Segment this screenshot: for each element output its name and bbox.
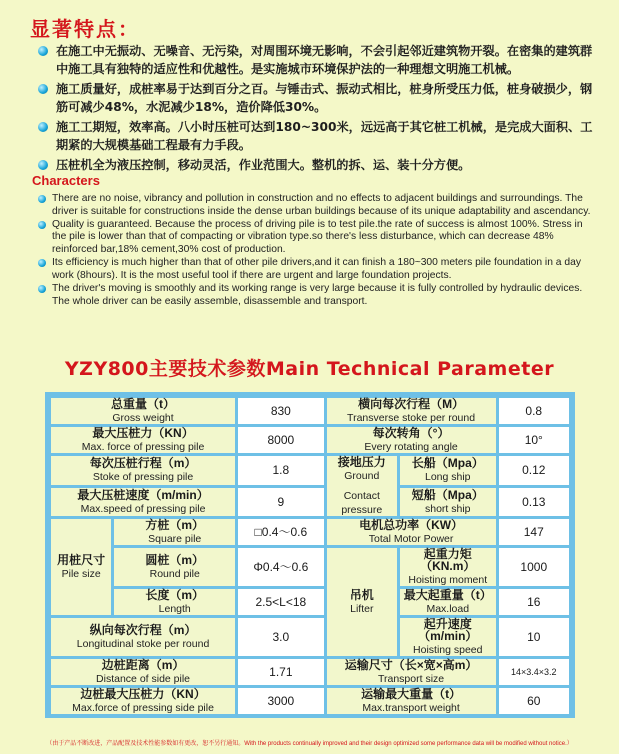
round-pile-value: Φ0.4～0.6 bbox=[238, 548, 324, 586]
long-ship-label: 长船（Mpa） Long ship bbox=[400, 456, 496, 485]
cn-feature-item: 压桩机全为液压控制，移动灵活，作业范围大。整机的拆、运、装十分方便。 bbox=[36, 156, 596, 174]
length-label: 长度（m） Length bbox=[114, 589, 235, 615]
square-pile-value: □0.4～0.6 bbox=[238, 519, 324, 545]
table-row bbox=[51, 548, 569, 586]
longitudinal-stroke-label: 纵向每次行程（m） Longitudinal stoke per round bbox=[51, 618, 235, 656]
table-row bbox=[51, 427, 569, 453]
table-title: YZY800主要技术参数Main Technical Parameter bbox=[64, 358, 555, 380]
transport-size-value: 14×3.4×3.2 bbox=[499, 659, 569, 685]
contact-pressure-label: 接地压力 Ground Contact pressure bbox=[327, 456, 397, 516]
hoisting-moment-value: 1000 bbox=[499, 548, 569, 586]
gross-weight-label: 总重量（t） Gross weight bbox=[51, 398, 235, 424]
motor-power-value: 147 bbox=[499, 519, 569, 545]
transverse-stroke-value: 0.8 bbox=[499, 398, 569, 424]
table-row bbox=[51, 456, 569, 485]
hoisting-moment-label: 起重力矩（KN.m） Hoisting moment bbox=[400, 548, 496, 586]
stroke-pressing-label: 每次压桩行程（m） Stoke of pressing pile bbox=[51, 456, 235, 485]
cn-features-list bbox=[36, 42, 596, 176]
en-characters-list bbox=[38, 193, 598, 309]
cn-feature-item: 施工工期短，效率高。八小时压桩可达到180~300米，远远高于其它桩工机械，是完成大面积、工期紧的大规模基础工程最有力手段。 bbox=[36, 118, 596, 154]
round-pile-label: 圆桩（m） Round pile bbox=[114, 548, 235, 586]
max-speed-label: 最大压桩速度（m/min） Max.speed of pressing pile bbox=[51, 488, 235, 517]
transverse-stroke-label: 横向每次行程（M） Transverse stoke per round bbox=[327, 398, 496, 424]
table-row bbox=[51, 659, 569, 685]
stroke-pressing-value: 1.8 bbox=[238, 456, 324, 485]
side-pile-distance-label: 边桩距离（m） Distance of side pile bbox=[51, 659, 235, 685]
table-row bbox=[51, 688, 569, 714]
cn-features-title: 显著特点： bbox=[30, 17, 140, 41]
table-row bbox=[51, 618, 569, 656]
cn-feature-item: 在施工中无振动、无噪音、无污染，对周围环境无影响，不会引起邻近建筑物开裂。在密集的建筑群中施工具有独特的适应性和优越性。是实施城市环境保护法的一种理想文明施工机械。 bbox=[36, 42, 596, 78]
pile-size-label: 用桩尺寸 Pile size bbox=[51, 519, 111, 615]
max-force-label: 最大压桩力（KN） Max. force of pressing pile bbox=[51, 427, 235, 453]
bullet-icon bbox=[38, 259, 46, 267]
table-row bbox=[51, 488, 569, 517]
side-pile-force-label: 边桩最大压桩力（KN） Max.force of pressing side pile bbox=[51, 688, 235, 714]
long-ship-value: 0.12 bbox=[499, 456, 569, 485]
bullet-icon bbox=[38, 195, 46, 203]
footer-note: （由于产品不断改进，产品配置及技术性能参数如有更改，恕不另行通知。With the products continually improved and their design optimized some performance data will be modified without notice.） bbox=[46, 741, 573, 747]
motor-power-label: 电机总功率（KW） Total Motor Power bbox=[327, 519, 496, 545]
bullet-icon bbox=[38, 122, 48, 132]
bullet-icon bbox=[38, 46, 48, 56]
length-value: 2.5<L<18 bbox=[238, 589, 324, 615]
hoisting-speed-value: 10 bbox=[499, 618, 569, 656]
table-row bbox=[51, 398, 569, 424]
max-load-value: 16 bbox=[499, 589, 569, 615]
bullet-icon bbox=[38, 160, 48, 170]
max-speed-value: 9 bbox=[238, 488, 324, 517]
en-character-item: Quality is guaranteed. Because the process of driving pile is to test pile.the rate of success is almost 100%. Stress in the pile is lower than that of compacting or vibration type.so there's less disturbance, which can decrease 48% reinforced bar,18% cement,30% cost of production. bbox=[38, 219, 598, 257]
short-ship-label: 短船（Mpa） short ship bbox=[400, 488, 496, 517]
hoisting-speed-label: 起升速度（m/min） Hoisting speed bbox=[400, 618, 496, 656]
transport-weight-label: 运输最大重量（t） Max.transport weight bbox=[327, 688, 496, 714]
cn-feature-item: 施工质量好，成桩率易于达到百分之百。与锤击式、振动式相比，桩身所受压力低，桩身破损少，钢筋可减少48%，水泥减少18%，造价降低30%。 bbox=[36, 80, 596, 116]
table-row bbox=[51, 519, 569, 545]
max-load-label: 最大起重量（t） Max.load bbox=[400, 589, 496, 615]
table-row bbox=[51, 589, 569, 615]
transport-size-label: 运输尺寸（长×宽×高m） Transport size bbox=[327, 659, 496, 685]
short-ship-value: 0.13 bbox=[499, 488, 569, 517]
en-character-item: The driver's moving is smoothly and its working range is very large because it is fully controlled by hydraulic devices. The whole driver can be easily assemble, disassemble and transport. bbox=[38, 283, 598, 308]
bullet-icon bbox=[38, 285, 46, 293]
longitudinal-stroke-value: 3.0 bbox=[238, 618, 324, 656]
parameter-table bbox=[45, 392, 575, 718]
rotating-angle-value: 10° bbox=[499, 427, 569, 453]
lifter-label: 吊机 Lifter bbox=[327, 548, 397, 656]
rotating-angle-label: 每次转角（°） Every rotating angle bbox=[327, 427, 496, 453]
bullet-icon bbox=[38, 84, 48, 94]
side-pile-distance-value: 1.71 bbox=[238, 659, 324, 685]
square-pile-label: 方桩（m） Square pile bbox=[114, 519, 235, 545]
side-pile-force-value: 3000 bbox=[238, 688, 324, 714]
en-character-item: There are no noise, vibrancy and pollution in construction and no effects to adjacent buildings and surroundings. The driver is suitable for constructions inside the dense urban buildings because of its unique adaptability and ascendancy. bbox=[38, 193, 598, 218]
max-force-value: 8000 bbox=[238, 427, 324, 453]
gross-weight-value: 830 bbox=[238, 398, 324, 424]
en-characters-title: Characters bbox=[32, 173, 100, 188]
bullet-icon bbox=[38, 221, 46, 229]
transport-weight-value: 60 bbox=[499, 688, 569, 714]
en-character-item: Its efficiency is much higher than that of other pile drivers,and it can finish a 180~300 meters pile foundation in a day work (8hours). It is the most useful tool if there are urgent and large foundation projects. bbox=[38, 257, 598, 282]
